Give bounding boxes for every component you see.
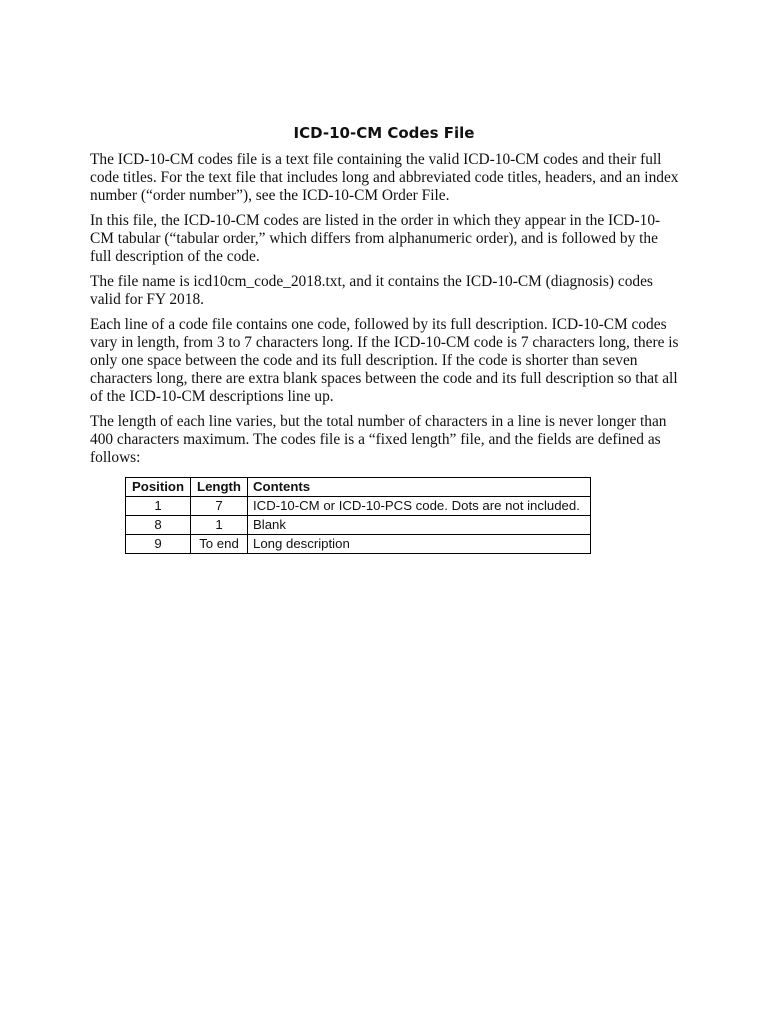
- paragraph-line-length: The length of each line varies, but the total number of characters in a line is never longer than 400 characters maximum. The codes file is a “fixed length” file, and the fields are defined as follows:: [90, 413, 667, 466]
- table-header-row: [126, 478, 591, 497]
- cell-position: 8: [126, 516, 191, 535]
- paragraph-file-name: The file name is icd10cm_code_2018.txt, and it contains the ICD-10-CM (diagnosis) codes valid for FY 2018.: [90, 273, 653, 308]
- page-title: ICD-10-CM Codes File: [293, 124, 475, 142]
- paragraph-order: In this file, the ICD-10-CM codes are listed in the order in which they appear in the ICD-10-CM tabular (“tabular order,” which differs from alphanumeric order), and is followed by the full description of the code.: [90, 212, 661, 265]
- cell-position: 1: [126, 497, 191, 516]
- cell-length: To end: [191, 535, 248, 554]
- header-position: Position: [126, 478, 191, 497]
- paragraph-line-format: Each line of a code file contains one code, followed by its full description. ICD-10-CM codes vary in length, from 3 to 7 characters long. If the ICD-10-CM code is 7 characters long, there is only one space between the code and its full description. If the code is shorter than seven characters long, there are extra blank spaces between the code and its full description so that all of the ICD-10-CM descriptions line up.: [90, 316, 679, 405]
- table-row: [126, 535, 591, 554]
- cell-length: 1: [191, 516, 248, 535]
- cell-position: 9: [126, 535, 191, 554]
- field-definition-table: [125, 477, 591, 554]
- table-row: [126, 516, 591, 535]
- cell-contents: Long description: [248, 535, 591, 554]
- cell-length: 7: [191, 497, 248, 516]
- document-body: [90, 151, 680, 474]
- paragraph-intro: The ICD-10-CM codes file is a text file containing the valid ICD-10-CM codes and their full code titles. For the text file that includes long and abbreviated code titles, headers, and an index number (“order number”), see the ICD-10-CM Order File.: [90, 151, 679, 204]
- header-length: Length: [191, 478, 248, 497]
- header-contents: Contents: [248, 478, 591, 497]
- table-row: [126, 497, 591, 516]
- cell-contents: ICD-10-CM or ICD-10-PCS code. Dots are not included.: [248, 497, 591, 516]
- cell-contents: Blank: [248, 516, 591, 535]
